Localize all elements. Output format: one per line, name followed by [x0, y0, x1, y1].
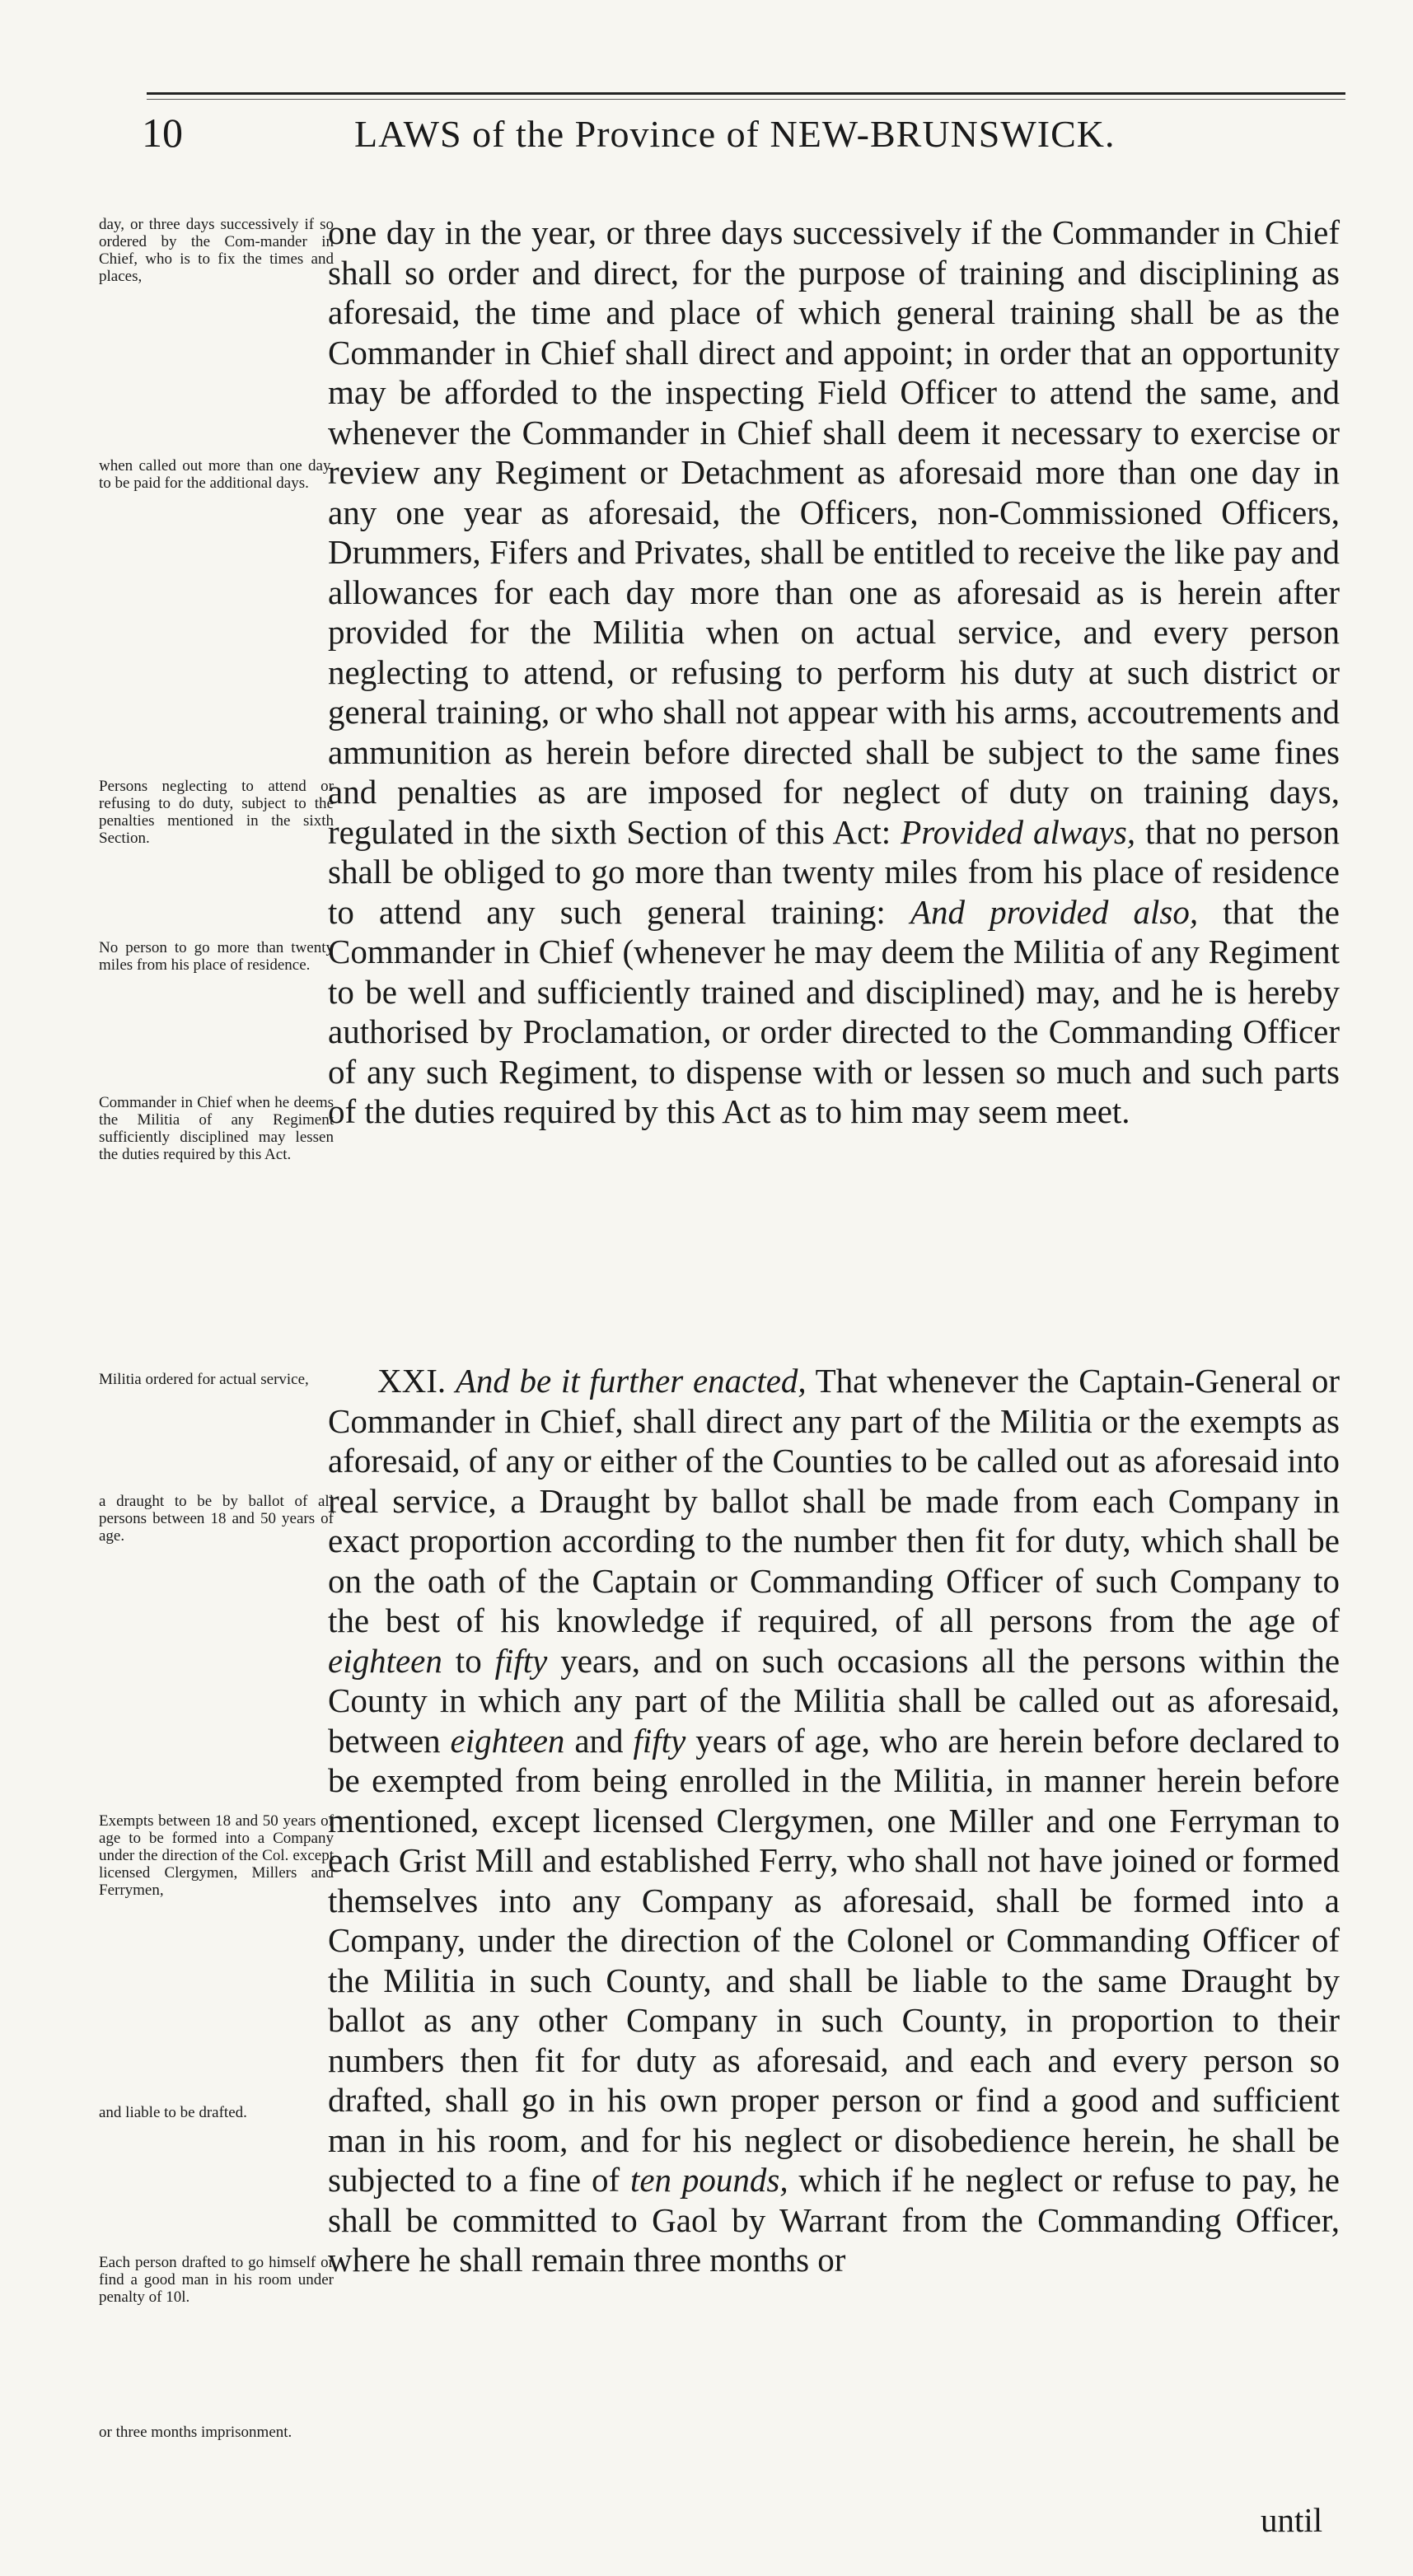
section-number: XXI. — [377, 1362, 447, 1400]
para-text: years, and on such occasions all the persons within the County in which any part of the Militia shall be called out as aforesaid, between — [328, 1641, 1340, 1760]
header-rule-thin — [147, 99, 1345, 100]
page-number: 10 — [142, 110, 183, 156]
para-text: one day in the year, or three days successively if the Commander in Chief shall so order and direct, for the purpose of training and disciplining as aforesaid, the time and place of which general training shall be as the Commander in Chief shall direct and appoint; in order that an opportunity may be afforded to the inspecting Field Officer to attend the same, and whenever the Commander in Chief shall deem it necessary to exercise or review any Regiment or Detachment as aforesaid more than one day in any one year as aforesaid, the Officers, non-Commissioned Officers, Drummers, Fifers and Privates, shall be entitled to receive the like pay and allowances for each day more than one as aforesaid as is herein after provided for the Militia when on actual service, and every person neglecting to attend, or refusing to perform his duty at such district or general training, or who shall not appear with his arms, accoutrements and ammunition as herein before directed shall be subject to the same fines and penalties as are imposed for neglect of duty on training days, regulated in the sixth Section of this Act: — [328, 213, 1340, 851]
margin-note: and liable to be drafted. — [99, 2104, 247, 2121]
para-italic: eighteen — [450, 1721, 565, 1760]
para-italic: And provided also, — [910, 892, 1199, 931]
para-italic: Provided always, — [901, 812, 1136, 851]
paragraph-continuation — [328, 213, 1340, 1132]
section-xxi — [328, 1361, 1340, 2280]
margin-note: Each person drafted to go himself or find a good man in his room under penalty of 10l. — [99, 2254, 334, 2306]
para-italic: eighteen — [328, 1641, 442, 1680]
margin-note: Exempts between 18 and 50 years of age to be formed into a Company under the direction of the Col. except licensed Clergymen, Millers and Ferrymen, — [99, 1812, 334, 1899]
running-title: LAWS of the Province of NEW-BRUNSWICK. — [354, 113, 1116, 155]
para-text: which if he neglect or refuse to pay, he shall be committed to Gaol by Warrant from the Commanding Officer, where he shall remain three months or — [328, 2161, 1340, 2279]
margin-note: Commander in Chief when he deems the Militia of any Regiment sufficiently disciplined may lessen the duties required by this Act. — [99, 1094, 334, 1163]
margin-note: day, or three days successively if so ordered by the Com-mander in Chief, who is to fix the times and places, — [99, 216, 334, 285]
para-italic: fifty — [494, 1641, 548, 1680]
margin-note: Militia ordered for actual service, — [99, 1371, 309, 1388]
para-text: years of age, who are herein before declared to be exempted from being enrolled in the Militia, in manner herein before mentioned, except licensed Clergymen, one Miller and one Ferryman to each Grist Mill and established Ferry, who shall not have joined or formed themselves into any Company as aforesaid, shall be formed into a Company, under the direction of the Colonel or Commanding Officer of the Militia in such County, and shall be liable to the same Draught by ballot as any other Company in such County, in proportion to their numbers then fit for duty as aforesaid, and each and every person so drafted, shall go in his own proper person or find a good and sufficient man in his room, and for his neglect or disobedience herein, he shall be subjected to a fine of — [328, 1721, 1340, 2199]
margin-note: when called out more than one day, to be paid for the additional days. — [99, 457, 334, 492]
para-text: that the Commander in Chief (whenever he may deem the Militia of any Regiment to be well and sufficiently trained and disciplined) may, and he is hereby authorised by Proclamation, or order directed to the Commanding Officer of any such Regiment, to dispense with or lessen so much and such parts of the duties required by this Act as to him may seem meet. — [328, 892, 1340, 1130]
para-italic: fifty — [633, 1721, 686, 1760]
margin-note: Persons neglecting to attend or refusing to do duty, subject to the penalties mentioned in the sixth Section. — [99, 778, 334, 847]
margin-note: or three months imprisonment. — [99, 2424, 292, 2441]
margin-note: No person to go more than twenty miles from his place of residence. — [99, 939, 334, 974]
para-text: to — [455, 1641, 482, 1680]
para-text: That whenever the Captain-General or Commander in Chief, shall direct any part of the Militia or the exempts as aforesaid, of any or either of the Counties to be called out as aforesaid into real service, a Draught by ballot shall be made from each Company in exact proportion according to the number then fit for duty, which shall be on the oath of the Captain or Commanding Officer of such Company to the best of his knowledge if required, of all persons from the age of — [328, 1362, 1340, 1639]
para-text: that no person shall be obliged to go more than twenty miles from his place of residence to attend any such general training: — [328, 812, 1340, 931]
page-header — [99, 105, 1335, 171]
para-italic: ten pounds, — [629, 2161, 788, 2199]
margin-note: a draught to be by ballot of all persons between 18 and 50 years of age. — [99, 1493, 334, 1545]
catchword: until — [1261, 2501, 1323, 2539]
header-rule — [147, 92, 1345, 95]
para-italic: And be it further enacted, — [455, 1362, 807, 1400]
para-text: and — [574, 1721, 624, 1760]
